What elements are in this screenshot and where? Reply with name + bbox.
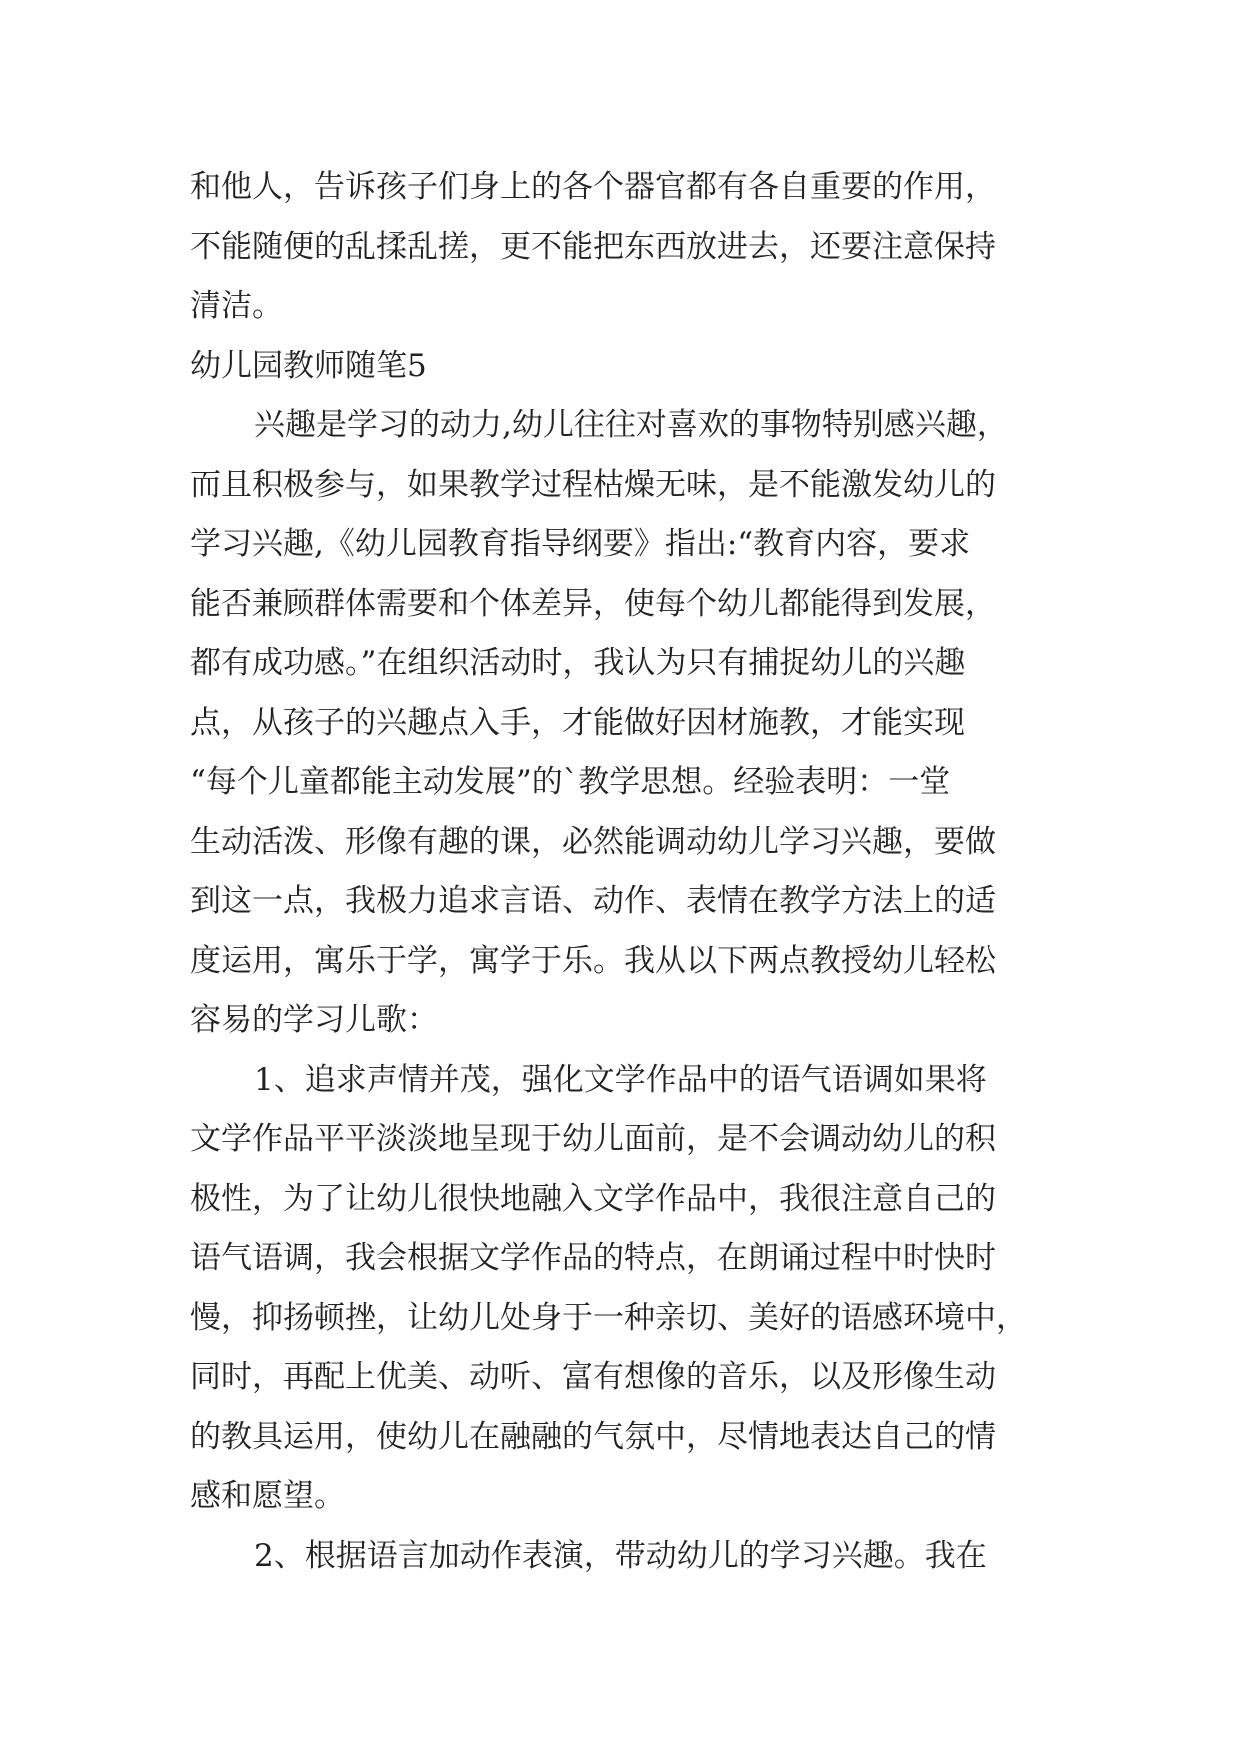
text-line: 1、追求声情并茂，强化文学作品中的语气语调如果将: [254, 1061, 987, 1098]
document-body: [190, 158, 1070, 1586]
text-line: 慢，抑扬顿挫，让幼儿处身于一种亲切、美好的语感环境中，: [190, 1299, 1027, 1336]
text-line: 到这一点，我极力追求言语、动作、表情在教学方法上的适: [190, 883, 996, 919]
text-line: 能否兼顾群体需要和个体差异，使每个幼儿都能得到发展，: [190, 585, 996, 622]
text-line: 容易的学习儿歌：: [190, 1002, 438, 1038]
text-line: 兴趣是学习的动力,幼儿往往对喜欢的事物特别感兴趣，: [254, 407, 1008, 443]
text-line: 和他人，告诉孩子们身上的各个器官都有各自重要的作用，: [190, 169, 996, 205]
text-line: 极性，为了让幼儿很快地融入文学作品中，我很注意自己的: [190, 1180, 996, 1217]
text-line: 都有成功感。”在组织活动时，我认为只有捕捉幼儿的兴趣: [190, 645, 966, 681]
text-line: 学习兴趣,《幼儿园教育指导纲要》指出:“教育内容，要求: [190, 526, 971, 562]
text-line: 的教具运用，使幼儿在融融的气氛中，尽情地表达自己的情: [190, 1418, 996, 1455]
text-line: 文学作品平平淡淡地呈现于幼儿面前，是不会调动幼儿的积: [190, 1121, 996, 1157]
text-line: 清洁。: [190, 288, 283, 324]
text-line: 而且积极参与，如果教学过程枯燥无味，是不能激发幼儿的: [190, 466, 996, 503]
text-line: 不能随便的乱揉乱搓，更不能把东西放进去，还要注意保持: [190, 228, 996, 265]
text-line: 同时，再配上优美、动听、富有想像的音乐，以及形像生动: [190, 1359, 996, 1395]
text-line: 语气语调，我会根据文学作品的特点，在朗诵过程中时快时: [190, 1240, 996, 1276]
text-line: 点，从孩子的兴趣点入手，才能做好因材施教，才能实现: [190, 704, 965, 741]
text-line: “每个儿童都能主动发展”的`教学思想。经验表明：一堂: [190, 764, 951, 800]
text-line: 感和愿望。: [190, 1478, 345, 1514]
text-line: 度运用，寓乐于学，寓学于乐。我从以下两点教授幼儿轻松: [190, 942, 996, 979]
text-line: 生动活泼、形像有趣的课，必然能调动幼儿学习兴趣，要做: [190, 823, 996, 860]
text-line: 2、根据语言加动作表演，带动幼儿的学习兴趣。我在: [254, 1537, 987, 1574]
section-heading: 幼儿园教师随笔5: [190, 347, 427, 384]
